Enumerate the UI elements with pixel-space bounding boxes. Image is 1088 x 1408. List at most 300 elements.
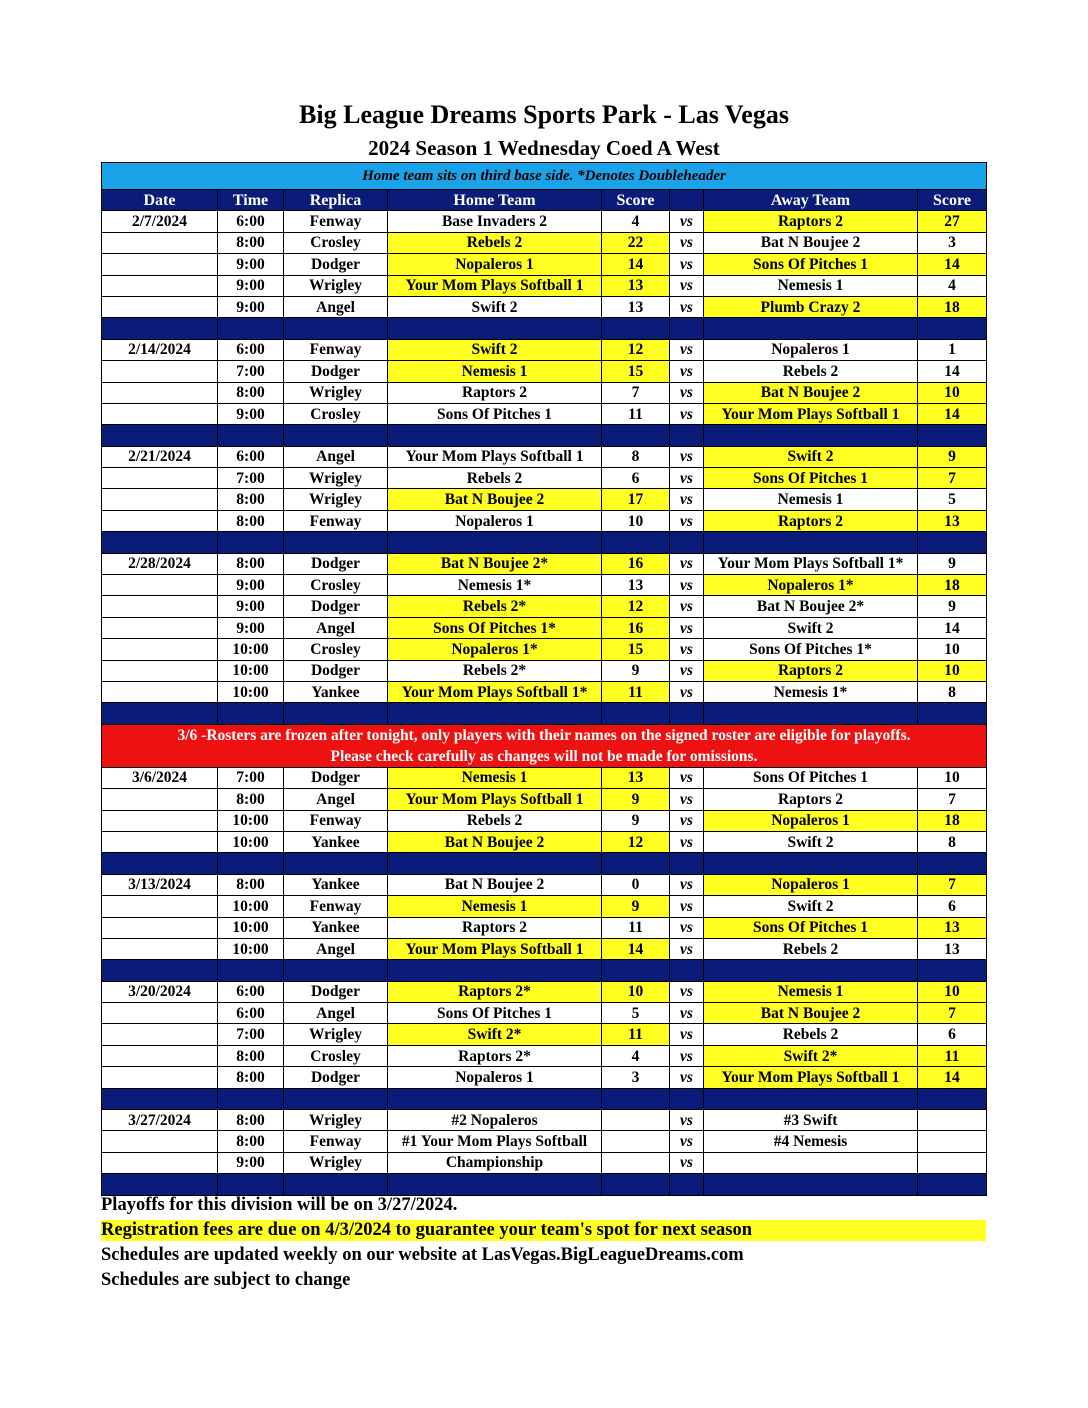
home-score: 0 [602, 874, 670, 895]
week-separator [102, 853, 987, 874]
game-date [102, 296, 218, 317]
separator-cell [218, 1174, 284, 1195]
separator-cell [704, 960, 918, 981]
home-team: Bat N Boujee 2 [388, 489, 602, 510]
game-time: 10:00 [218, 639, 284, 660]
footer-line: Schedules are subject to change [101, 1270, 351, 1290]
away-team: Rebels 2 [704, 1024, 918, 1045]
vs-label: vs [670, 232, 704, 253]
separator-cell [918, 853, 987, 874]
game-time: 8:00 [218, 553, 284, 574]
game-time: 9:00 [218, 617, 284, 638]
home-team: Sons Of Pitches 1 [388, 403, 602, 424]
away-score: 10 [918, 639, 987, 660]
game-time: 7:00 [218, 361, 284, 382]
home-team: Raptors 2* [388, 981, 602, 1002]
game-field: Fenway [284, 896, 388, 917]
page-title: Big League Dreams Sports Park - Las Vegas [299, 100, 789, 129]
away-score: 7 [918, 789, 987, 810]
away-team: Sons Of Pitches 1 [704, 468, 918, 489]
separator-cell [218, 425, 284, 446]
home-team: Your Mom Plays Softball 1 [388, 275, 602, 296]
separator-cell [918, 532, 987, 553]
game-field: Angel [284, 446, 388, 467]
home-score: 5 [602, 1003, 670, 1024]
away-score: 9 [918, 596, 987, 617]
away-score: 10 [918, 382, 987, 403]
game-row [102, 681, 987, 702]
separator-cell [388, 532, 602, 553]
separator-cell [670, 960, 704, 981]
game-field: Dodger [284, 254, 388, 275]
home-team: Nemesis 1* [388, 575, 602, 596]
home-score: 16 [602, 553, 670, 574]
away-team: #4 Nemesis [704, 1131, 918, 1152]
game-row [102, 1003, 987, 1024]
game-field: Angel [284, 789, 388, 810]
separator-cell [670, 532, 704, 553]
game-row [102, 617, 987, 638]
game-row [102, 361, 987, 382]
game-date [102, 1045, 218, 1066]
game-time: 9:00 [218, 596, 284, 617]
game-date [102, 789, 218, 810]
game-time: 8:00 [218, 232, 284, 253]
week-separator [102, 960, 987, 981]
game-time: 9:00 [218, 254, 284, 275]
vs-label: vs [670, 1152, 704, 1173]
game-field: Angel [284, 938, 388, 959]
home-score: 14 [602, 938, 670, 959]
vs-label: vs [670, 1045, 704, 1066]
separator-cell [704, 1174, 918, 1195]
home-score: 12 [602, 831, 670, 852]
game-date [102, 896, 218, 917]
vs-label: vs [670, 831, 704, 852]
away-team: Sons Of Pitches 1 [704, 254, 918, 275]
away-team: Nopaleros 1* [704, 575, 918, 596]
home-team: Bat N Boujee 2* [388, 553, 602, 574]
game-field: Wrigley [284, 1024, 388, 1045]
game-field: Angel [284, 296, 388, 317]
game-field: Crosley [284, 639, 388, 660]
vs-label: vs [670, 617, 704, 638]
game-row [102, 831, 987, 852]
game-row [102, 810, 987, 831]
away-team: Raptors 2 [704, 211, 918, 232]
game-row [102, 339, 987, 360]
separator-cell [918, 960, 987, 981]
away-team: Swift 2* [704, 1045, 918, 1066]
column-header: Away Team [704, 190, 918, 211]
separator-cell [704, 318, 918, 339]
game-field: Dodger [284, 981, 388, 1002]
separator-cell [602, 1174, 670, 1195]
away-score: 10 [918, 767, 987, 788]
away-team: Raptors 2 [704, 660, 918, 681]
game-row [102, 1131, 987, 1152]
separator-cell [102, 1174, 218, 1195]
week-separator [102, 425, 987, 446]
game-date [102, 938, 218, 959]
home-score: 9 [602, 896, 670, 917]
separator-cell [704, 532, 918, 553]
away-score: 6 [918, 896, 987, 917]
week-separator [102, 1088, 987, 1109]
home-score: 11 [602, 681, 670, 702]
game-date [102, 403, 218, 424]
home-score: 14 [602, 254, 670, 275]
separator-cell [602, 703, 670, 724]
separator-cell [704, 703, 918, 724]
home-score: 7 [602, 382, 670, 403]
separator-cell [704, 853, 918, 874]
away-score [918, 1131, 987, 1152]
home-score [602, 1131, 670, 1152]
away-team: Swift 2 [704, 896, 918, 917]
away-team: Bat N Boujee 2* [704, 596, 918, 617]
game-field: Angel [284, 617, 388, 638]
away-score: 1 [918, 339, 987, 360]
away-team: Nemesis 1 [704, 981, 918, 1002]
game-date [102, 1067, 218, 1088]
away-score: 7 [918, 1003, 987, 1024]
game-field: Fenway [284, 510, 388, 531]
game-row [102, 660, 987, 681]
separator-cell [704, 1088, 918, 1109]
vs-label: vs [670, 938, 704, 959]
game-field: Crosley [284, 1045, 388, 1066]
game-date [102, 468, 218, 489]
game-row [102, 211, 987, 232]
away-team: Raptors 2 [704, 510, 918, 531]
vs-label: vs [670, 296, 704, 317]
game-time: 10:00 [218, 938, 284, 959]
week-separator [102, 318, 987, 339]
game-date: 3/6/2024 [102, 767, 218, 788]
away-team: Your Mom Plays Softball 1* [704, 553, 918, 574]
vs-label: vs [670, 403, 704, 424]
home-team: Your Mom Plays Softball 1 [388, 446, 602, 467]
home-score: 11 [602, 1024, 670, 1045]
game-field: Dodger [284, 596, 388, 617]
home-score: 4 [602, 211, 670, 232]
separator-cell [670, 425, 704, 446]
separator-cell [218, 703, 284, 724]
game-date: 2/21/2024 [102, 446, 218, 467]
away-score: 18 [918, 296, 987, 317]
game-date [102, 275, 218, 296]
separator-cell [918, 318, 987, 339]
page-subtitle: 2024 Season 1 Wednesday Coed A West [368, 136, 720, 160]
separator-cell [284, 425, 388, 446]
home-team: Nopaleros 1 [388, 1067, 602, 1088]
game-row [102, 275, 987, 296]
vs-label: vs [670, 874, 704, 895]
home-score: 11 [602, 917, 670, 938]
roster-alert-line: 3/6 -Rosters are frozen after tonight, only players with their names on the signed roster are eligible for playoffs. [177, 726, 911, 744]
separator-cell [602, 318, 670, 339]
footer-line: Schedules are updated weekly on our website at LasVegas.BigLeagueDreams.com [101, 1245, 744, 1265]
vs-label: vs [670, 382, 704, 403]
game-field: Crosley [284, 575, 388, 596]
away-team: Rebels 2 [704, 361, 918, 382]
game-row [102, 767, 987, 788]
away-score: 14 [918, 361, 987, 382]
footer-line: Playoffs for this division will be on 3/27/2024. [101, 1195, 458, 1215]
game-date [102, 617, 218, 638]
game-row [102, 254, 987, 275]
separator-cell [602, 853, 670, 874]
game-row [102, 232, 987, 253]
away-score: 11 [918, 1045, 987, 1066]
separator-cell [602, 1088, 670, 1109]
away-score [918, 1110, 987, 1131]
game-row [102, 639, 987, 660]
game-time: 9:00 [218, 275, 284, 296]
game-field: Dodger [284, 660, 388, 681]
game-time: 10:00 [218, 660, 284, 681]
separator-cell [388, 703, 602, 724]
away-team: Nemesis 1* [704, 681, 918, 702]
game-field: Wrigley [284, 1152, 388, 1173]
schedule-note-row [102, 163, 987, 190]
game-row [102, 553, 987, 574]
game-time: 8:00 [218, 382, 284, 403]
away-score: 18 [918, 575, 987, 596]
game-row [102, 575, 987, 596]
separator-cell [602, 425, 670, 446]
game-field: Wrigley [284, 1110, 388, 1131]
home-team: #1 Your Mom Plays Softball [388, 1131, 602, 1152]
away-score: 5 [918, 489, 987, 510]
game-time: 6:00 [218, 981, 284, 1002]
vs-label: vs [670, 361, 704, 382]
separator-cell [388, 1088, 602, 1109]
separator-cell [388, 425, 602, 446]
game-field: Dodger [284, 553, 388, 574]
roster-alert-line: Please check carefully as changes will not be made for omissions. [330, 747, 758, 765]
away-team: #3 Swift [704, 1110, 918, 1131]
home-score: 6 [602, 468, 670, 489]
home-score: 12 [602, 339, 670, 360]
home-team: Base Invaders 2 [388, 211, 602, 232]
roster-alert [102, 724, 987, 767]
game-row [102, 1067, 987, 1088]
away-team: Bat N Boujee 2 [704, 1003, 918, 1024]
separator-cell [102, 318, 218, 339]
away-score [918, 1152, 987, 1173]
game-date [102, 917, 218, 938]
home-score [602, 1110, 670, 1131]
vs-label: vs [670, 660, 704, 681]
away-team: Nemesis 1 [704, 275, 918, 296]
week-separator [102, 532, 987, 553]
away-score: 10 [918, 981, 987, 1002]
vs-label: vs [670, 468, 704, 489]
home-score: 15 [602, 361, 670, 382]
vs-label: vs [670, 254, 704, 275]
game-time: 10:00 [218, 681, 284, 702]
game-time: 6:00 [218, 211, 284, 232]
separator-cell [218, 532, 284, 553]
away-score: 4 [918, 275, 987, 296]
home-team: Your Mom Plays Softball 1 [388, 789, 602, 810]
vs-label: vs [670, 211, 704, 232]
away-score: 13 [918, 938, 987, 959]
separator-cell [284, 703, 388, 724]
away-score: 7 [918, 874, 987, 895]
home-team: Nopaleros 1 [388, 510, 602, 531]
vs-label: vs [670, 575, 704, 596]
game-time: 6:00 [218, 446, 284, 467]
home-team: Your Mom Plays Softball 1* [388, 681, 602, 702]
column-header: Home Team [388, 190, 602, 211]
home-team: Raptors 2 [388, 917, 602, 938]
game-field: Wrigley [284, 382, 388, 403]
game-row [102, 382, 987, 403]
game-date: 2/14/2024 [102, 339, 218, 360]
game-row [102, 789, 987, 810]
game-time: 8:00 [218, 874, 284, 895]
away-score: 14 [918, 403, 987, 424]
away-team: Plumb Crazy 2 [704, 296, 918, 317]
away-team: Bat N Boujee 2 [704, 382, 918, 403]
column-header: Date [102, 190, 218, 211]
away-score: 9 [918, 446, 987, 467]
away-score: 8 [918, 831, 987, 852]
home-score: 9 [602, 810, 670, 831]
vs-label: vs [670, 681, 704, 702]
schedule-table [101, 162, 987, 1196]
home-team: Raptors 2* [388, 1045, 602, 1066]
game-date [102, 382, 218, 403]
home-team: Rebels 2 [388, 810, 602, 831]
separator-cell [918, 1088, 987, 1109]
home-score [602, 1152, 670, 1173]
game-time: 7:00 [218, 468, 284, 489]
home-team: Bat N Boujee 2 [388, 831, 602, 852]
game-field: Dodger [284, 1067, 388, 1088]
away-team: Raptors 2 [704, 789, 918, 810]
column-header: Score [918, 190, 987, 211]
separator-cell [388, 1174, 602, 1195]
home-team: Nopaleros 1* [388, 639, 602, 660]
home-score: 4 [602, 1045, 670, 1066]
away-team [704, 1152, 918, 1173]
game-date [102, 1003, 218, 1024]
away-score: 9 [918, 553, 987, 574]
away-team: Sons Of Pitches 1 [704, 917, 918, 938]
game-row [102, 917, 987, 938]
separator-cell [102, 703, 218, 724]
game-date [102, 489, 218, 510]
vs-label: vs [670, 767, 704, 788]
separator-cell [918, 703, 987, 724]
game-field: Dodger [284, 767, 388, 788]
game-field: Wrigley [284, 468, 388, 489]
vs-label: vs [670, 917, 704, 938]
vs-label: vs [670, 810, 704, 831]
game-time: 8:00 [218, 1110, 284, 1131]
game-time: 9:00 [218, 575, 284, 596]
game-field: Fenway [284, 1131, 388, 1152]
vs-label: vs [670, 510, 704, 531]
separator-cell [388, 853, 602, 874]
separator-cell [218, 1088, 284, 1109]
game-field: Dodger [284, 361, 388, 382]
home-score: 13 [602, 575, 670, 596]
column-header: Time [218, 190, 284, 211]
separator-cell [284, 532, 388, 553]
separator-cell [102, 425, 218, 446]
away-score: 13 [918, 917, 987, 938]
separator-cell [602, 960, 670, 981]
game-time: 10:00 [218, 831, 284, 852]
separator-cell [704, 425, 918, 446]
separator-cell [602, 532, 670, 553]
game-time: 6:00 [218, 339, 284, 360]
separator-cell [670, 703, 704, 724]
home-team: Rebels 2* [388, 596, 602, 617]
game-date [102, 639, 218, 660]
away-score: 27 [918, 211, 987, 232]
home-score: 10 [602, 981, 670, 1002]
separator-cell [284, 960, 388, 981]
game-time: 10:00 [218, 896, 284, 917]
game-time: 9:00 [218, 1152, 284, 1173]
game-row [102, 938, 987, 959]
separator-cell [670, 853, 704, 874]
separator-cell [218, 960, 284, 981]
game-date [102, 681, 218, 702]
game-row [102, 446, 987, 467]
home-score: 16 [602, 617, 670, 638]
game-field: Yankee [284, 917, 388, 938]
game-time: 9:00 [218, 296, 284, 317]
separator-cell [102, 853, 218, 874]
game-date [102, 232, 218, 253]
game-row [102, 874, 987, 895]
column-header: Replica [284, 190, 388, 211]
away-score: 13 [918, 510, 987, 531]
game-field: Wrigley [284, 489, 388, 510]
separator-cell [284, 1088, 388, 1109]
home-score: 9 [602, 789, 670, 810]
separator-cell [670, 1174, 704, 1195]
away-score: 3 [918, 232, 987, 253]
game-date [102, 1131, 218, 1152]
vs-label: vs [670, 896, 704, 917]
vs-label: vs [670, 339, 704, 360]
vs-label: vs [670, 489, 704, 510]
vs-label: vs [670, 789, 704, 810]
home-team: Swift 2* [388, 1024, 602, 1045]
separator-cell [102, 960, 218, 981]
away-team: Nopaleros 1 [704, 874, 918, 895]
column-header [670, 190, 704, 211]
home-score: 13 [602, 296, 670, 317]
roster-alert-row [102, 724, 987, 767]
home-score: 10 [602, 510, 670, 531]
home-team: Raptors 2 [388, 382, 602, 403]
away-team: Sons Of Pitches 1* [704, 639, 918, 660]
game-row [102, 896, 987, 917]
vs-label: vs [670, 1024, 704, 1045]
game-time: 7:00 [218, 767, 284, 788]
home-team: Swift 2 [388, 339, 602, 360]
game-field: Yankee [284, 831, 388, 852]
